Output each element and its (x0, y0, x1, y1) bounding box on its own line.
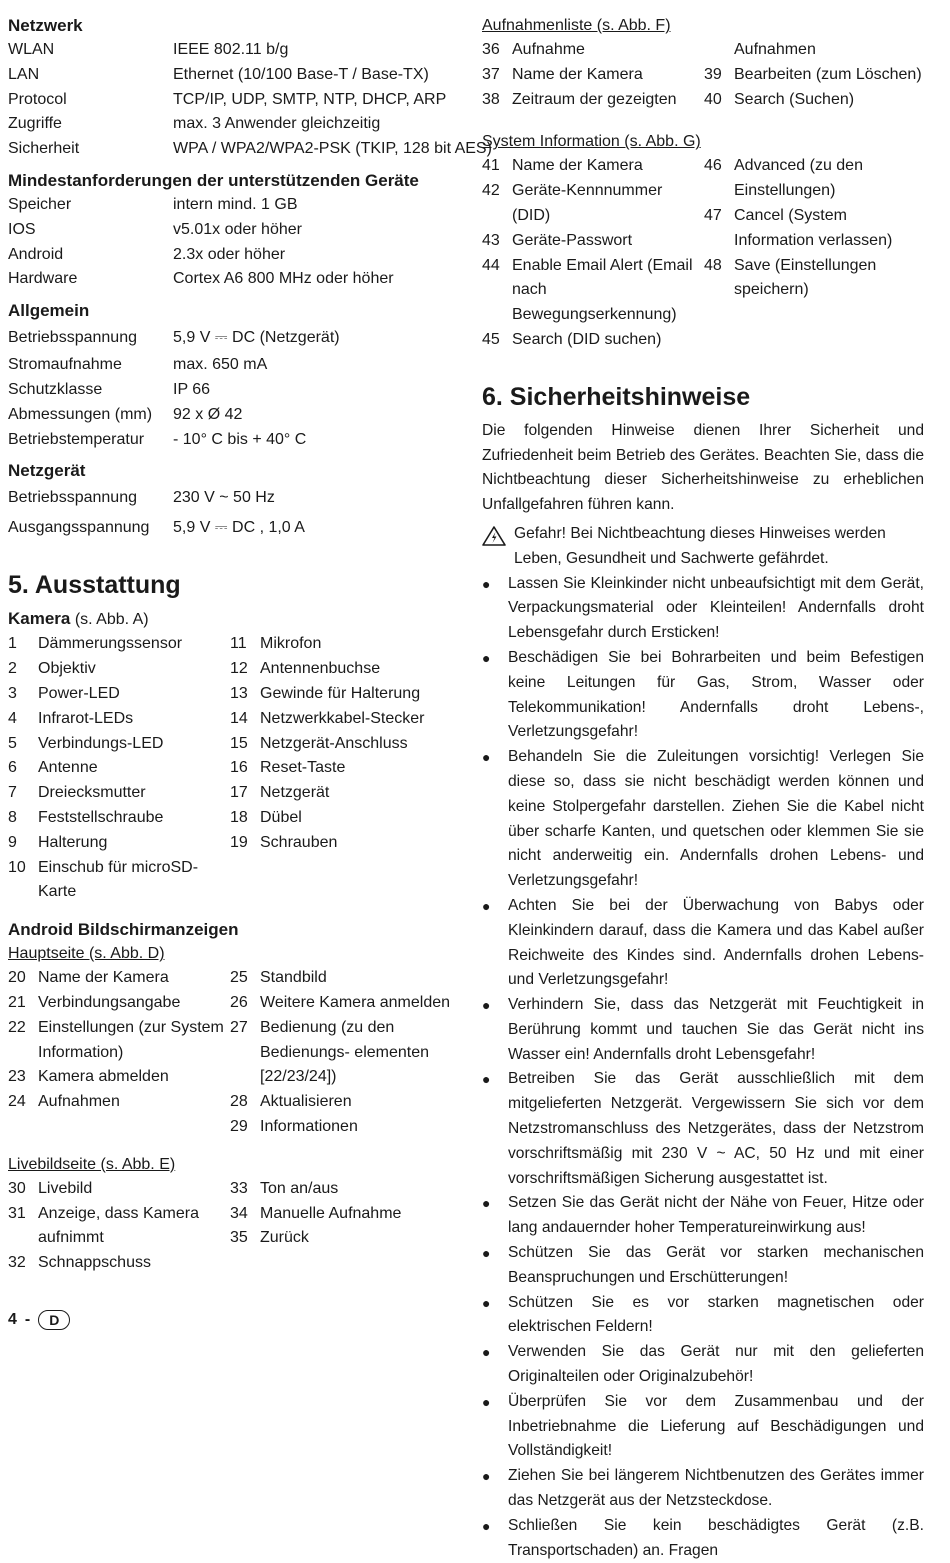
list-item (230, 1177, 458, 1202)
item-text: Netzwerkkabel-Stecker (260, 709, 425, 727)
sys-items-left (482, 154, 704, 352)
android-heading: Android Bildschirmanzeigen (8, 920, 239, 940)
list-item (230, 781, 458, 806)
item-number: 45 (482, 330, 500, 348)
item-text: Verbindungsangabe (38, 993, 181, 1011)
bullet-icon: ● (482, 1245, 491, 1262)
item-text: Aufnahmen (734, 41, 816, 58)
bullet-icon: ● (482, 1517, 491, 1534)
bullet-icon: ● (482, 1071, 491, 1088)
item-text: Power-LED (38, 684, 120, 702)
item-text: Gewinde für Halterung (260, 684, 421, 702)
spec-row (8, 353, 458, 378)
spec-value: 2.3x oder höher (173, 245, 286, 263)
list-item (704, 38, 924, 63)
safety-text: Setzen Sie das Gerät nicht der Nähe von Feuer, Hitze oder lang andauernder hoher Temperatureinwirkung aus! (508, 1194, 924, 1237)
list-item (230, 707, 458, 732)
spec-value: max. 650 mA (173, 356, 268, 374)
list-item (230, 1202, 458, 1227)
list-item (230, 1016, 458, 1090)
spec-row (8, 483, 458, 513)
haupt-items (8, 966, 458, 1140)
list-item (482, 328, 704, 353)
item-number: 36 (482, 41, 500, 58)
list-item (482, 88, 704, 113)
spec-key: Hardware (8, 270, 78, 288)
list-item (230, 657, 458, 682)
safety-list (482, 572, 924, 1563)
list-item (8, 1251, 230, 1276)
item-number: 46 (704, 157, 722, 175)
list-item (8, 1202, 230, 1252)
spec-heading-netzwerk: Netzwerk (8, 16, 83, 35)
list-item (482, 63, 704, 88)
item-text: Search (Suchen) (734, 90, 855, 108)
kamera-heading (8, 607, 458, 632)
spec-value: 5,9 V ⎓ DC (Netzgerät) (173, 329, 340, 347)
spec-value: Cortex A6 800 MHz oder höher (173, 270, 394, 288)
bullet-icon: ● (482, 575, 491, 592)
item-number: 35 (230, 1229, 248, 1247)
item-number: 37 (482, 65, 500, 83)
section-title-ausstattung: 5. Ausstattung (8, 571, 181, 600)
spec-heading-netzgeraet: Netzgerät (8, 461, 86, 481)
item-text: Schnappschuss (38, 1254, 151, 1272)
spec-key: Sicherheit (8, 140, 80, 158)
item-text: Aktualisieren (260, 1093, 352, 1111)
safety-text: Beschädigen Sie bei Bohrarbeiten und beim Befestigen keine Leitungen für Gas, Strom, Wasser oder Telekommunikation! Andernfalls droht Lebens-, Verletzungsgefahr! (508, 648, 924, 741)
spec-row (8, 403, 458, 428)
item-text: Reset-Taste (260, 759, 346, 777)
list-item (704, 154, 924, 204)
item-text: Name der Kamera (512, 65, 643, 83)
spec-row (8, 63, 458, 88)
safety-item (482, 572, 924, 646)
section-title-sicherheit: 6. Sicherheitshinweise (482, 382, 751, 411)
item-text: Aufnahmen (38, 1093, 120, 1111)
list-item (8, 657, 230, 682)
sicherheit-intro: Die folgenden Hinweise dienen Ihrer Sicherheit und Zufriedenheit beim Betrieb des Gerätes. Beachten Sie, dass die Nichtbeachtung dieser Sicherheitshinweise zu erheblichen Unfallgefahren führen kann. (482, 421, 924, 514)
bullet-icon: ● (482, 897, 491, 914)
list-item (8, 632, 230, 657)
live-items-left (8, 1177, 230, 1276)
item-text: Livebild (38, 1179, 93, 1197)
spec-heading-allgemein: Allgemein (8, 301, 90, 321)
item-number: 28 (230, 1093, 248, 1111)
kamera-parts (8, 632, 458, 905)
spec-value: TCP/IP, UDP, SMTP, NTP, DHCP, ARP (173, 90, 447, 108)
spec-row (8, 218, 458, 243)
list-item (8, 856, 230, 906)
item-text: Save (Einstellungen speichern) (734, 256, 877, 299)
item-text: Netzgerät-Anschluss (260, 734, 408, 752)
item-number: 10 (8, 858, 26, 876)
sys-items (482, 154, 924, 352)
list-item (8, 991, 230, 1016)
safety-text: Ziehen Sie bei längerem Nichtbenutzen des Gerätes immer das Netzgerät aus der Netzsteckdose. (508, 1467, 924, 1510)
list-item (8, 781, 230, 806)
live-items-right (230, 1177, 458, 1276)
safety-text: Achten Sie bei der Überwachung von Babys oder Kleinkindern darauf, dass die Kamera und das Kabel außer Reichweite des Kindes sind. Andernfalls drohen Lebens- und Verletzungsgefahr! (508, 896, 924, 989)
spec-key: Zugriffe (8, 115, 62, 133)
spec-row (8, 323, 458, 353)
spec-row (8, 137, 492, 162)
item-number: 33 (230, 1179, 248, 1197)
item-number: 40 (704, 90, 722, 108)
item-number: 1 (8, 635, 17, 653)
item-number: 29 (230, 1117, 248, 1135)
spec-value: 5,9 V ⎓ DC , 1,0 A (173, 519, 305, 537)
list-item (230, 991, 458, 1016)
list-item (230, 806, 458, 831)
spec-key: WLAN (8, 41, 55, 58)
list-item (230, 756, 458, 781)
list-item (230, 1115, 458, 1140)
item-number: 19 (230, 833, 248, 851)
item-number: 8 (8, 808, 17, 826)
item-text: Dübel (260, 808, 302, 826)
item-text: Cancel (System Information verlassen) (734, 206, 893, 249)
list-item (230, 632, 458, 657)
safety-item (482, 1464, 924, 1514)
spec-table-allgemein (8, 323, 458, 452)
spec-key: Android (8, 245, 64, 263)
item-text: Objektiv (38, 660, 96, 678)
list-item (8, 707, 230, 732)
page-separator: - (24, 1311, 31, 1328)
item-number: 4 (8, 709, 17, 727)
spec-value: v5.01x oder höher (173, 220, 302, 238)
spec-row (8, 428, 458, 453)
sys-heading: System Information (s. Abb. G) (482, 133, 701, 151)
safety-item (482, 894, 924, 993)
item-number: 27 (230, 1018, 248, 1036)
list-item (8, 732, 230, 757)
item-number: 2 (8, 660, 17, 678)
item-number: 38 (482, 90, 500, 108)
item-text: Name der Kamera (38, 969, 169, 987)
list-item (482, 38, 704, 63)
item-number: 42 (482, 182, 500, 200)
list-item (482, 154, 704, 179)
item-text: Ton an/aus (260, 1179, 339, 1197)
aufn-heading: Aufnahmenliste (s. Abb. F) (482, 17, 671, 34)
spec-value: IP 66 (173, 380, 211, 398)
spec-row (8, 267, 458, 292)
page-footer (8, 1310, 70, 1330)
item-number (704, 38, 734, 63)
spec-key: Betriebstemperatur (8, 430, 145, 448)
item-text: Verbindungs-LED (38, 734, 164, 752)
item-text: Halterung (38, 833, 108, 851)
safety-item (482, 745, 924, 894)
warning-text: Gefahr! Bei Nichtbeachtung dieses Hinweises werden Leben, Gesundheit und Sachwerte gefährdet. (514, 524, 886, 567)
bullet-icon: ● (482, 1393, 491, 1410)
item-number: 25 (230, 969, 248, 987)
item-number: 6 (8, 759, 17, 777)
spec-row (8, 38, 458, 63)
spec-table-mindest (8, 193, 458, 292)
haupt-items-left (8, 966, 230, 1140)
kamera-parts-right (230, 632, 458, 905)
list-item (8, 806, 230, 831)
haupt-heading: Hauptseite (s. Abb. D) (8, 945, 165, 963)
aufn-items-right (704, 38, 924, 112)
item-text: Antennenbuchse (260, 660, 381, 678)
item-number: 21 (8, 993, 26, 1011)
safety-text: Lassen Sie Kleinkinder nicht unbeaufsichtigt mit dem Gerät, Verpackungsmaterial oder Kleinteilen! Andernfalls droht Lebensgefahr durch Ersticken! (508, 574, 924, 642)
item-text: Advanced (zu den Einstellungen) (734, 157, 863, 200)
item-number: 7 (8, 784, 17, 802)
item-text: Feststellschraube (38, 808, 164, 826)
item-text: Search (DID suchen) (512, 330, 662, 348)
item-number: 14 (230, 709, 248, 727)
spec-heading-mindest: Mindestanforderungen der unterstützenden Geräte (8, 170, 419, 190)
spec-table-netzgeraet (8, 483, 458, 543)
safety-text: Schützen Sie es vor starken magnetischen oder elektrischen Feldern! (508, 1293, 924, 1336)
safety-item (482, 646, 924, 745)
item-number: 34 (230, 1204, 248, 1222)
sys-items-right (704, 154, 924, 352)
item-text: Zurück (260, 1229, 309, 1247)
bullet-icon: ● (482, 1294, 491, 1311)
item-text: Manuelle Aufnahme (260, 1204, 402, 1222)
spec-key: Protocol (8, 90, 67, 108)
spec-value: intern mind. 1 GB (173, 195, 298, 213)
item-number: 44 (482, 256, 500, 274)
list-item (704, 204, 924, 254)
safety-item (482, 993, 924, 1067)
list-item (8, 682, 230, 707)
spec-key: Stromaufnahme (8, 356, 122, 374)
spec-value: - 10° C bis + 40° C (173, 430, 307, 448)
spec-row (8, 513, 458, 543)
list-item (230, 831, 458, 856)
safety-item (482, 1241, 924, 1291)
spec-key: IOS (8, 220, 36, 238)
list-item (704, 63, 924, 88)
list-item (482, 229, 704, 254)
item-number: 11 (230, 635, 247, 653)
item-number: 20 (8, 969, 26, 987)
right-column (482, 14, 924, 1563)
item-text: Dreiecksmutter (38, 784, 146, 802)
safety-text: Verhindern Sie, dass das Netzgerät mit Feuchtigkeit in Berührung kommt und tauchen Sie das Gerät nicht ins Wasser ein! Andernfalls droht Lebensgefahr! (508, 996, 924, 1063)
item-number: 24 (8, 1093, 26, 1111)
item-text: Bedienung (zu den Bedienungs- elementen [22/23/24]) (260, 1018, 430, 1086)
item-text: Enable Email Alert (Email nach Bewegungserkennung) (512, 256, 693, 324)
list-item (230, 732, 458, 757)
item-number: 9 (8, 833, 17, 851)
item-text: Geräte-Passwort (512, 231, 633, 249)
safety-text: Schließen Sie kein beschädigtes Gerät (z.B. Transportschaden) an. Fragen (508, 1516, 924, 1559)
item-number: 17 (230, 784, 248, 802)
spec-value: Ethernet (10/100 Base-T / Base-TX) (173, 65, 429, 83)
spec-value: max. 3 Anwender gleichzeitig (173, 115, 381, 133)
item-number: 18 (230, 808, 248, 826)
live-items (8, 1177, 458, 1276)
item-number: 15 (230, 734, 248, 752)
kamera-title: Kamera (8, 609, 71, 629)
item-text: Anzeige, dass Kamera aufnimmt (38, 1204, 199, 1247)
spec-value: WPA / WPA2/WPA2-PSK (TKIP, 128 bit AES) (173, 140, 492, 158)
spec-key: Betriebsspannung (8, 489, 137, 507)
spec-key: Betriebsspannung (8, 329, 137, 347)
item-number: 13 (230, 684, 248, 702)
item-text: Weitere Kamera anmelden (260, 993, 451, 1011)
aufn-items-left (482, 38, 704, 112)
spec-row (8, 193, 458, 218)
bullet-icon: ● (482, 649, 491, 666)
safety-item (482, 1390, 924, 1464)
list-item (8, 756, 230, 781)
item-text: Antenne (38, 759, 98, 777)
safety-item (482, 1067, 924, 1191)
list-item (8, 1065, 230, 1090)
spec-key: Ausgangsspannung (8, 519, 150, 537)
item-number: 32 (8, 1254, 26, 1272)
spec-row (8, 378, 458, 403)
item-text: Standbild (260, 969, 327, 987)
aufn-items (482, 38, 924, 112)
safety-text: Verwenden Sie das Gerät nur mit den gelieferten Originalteilen oder Originalzubehör! (508, 1343, 924, 1386)
safety-text: Schützen Sie das Gerät vor starken mechanischen Beanspruchungen und Erschütterungen! (508, 1244, 924, 1286)
item-text: Zeitraum der gezeigten (512, 90, 677, 108)
bullet-icon: ● (482, 1468, 491, 1485)
kamera-parts-left (8, 632, 230, 905)
bullet-icon: ● (482, 1195, 491, 1212)
safety-text: Behandeln Sie die Zuleitungen vorsichtig! Verlegen Sie diese so, dass sie nicht beschädigt werden können und keine Stolpergefahr darstellen. Ziehen Sie die Kabel nicht über scharfe Kanten, und quetschen oder klemmen Sie sie nicht anderweitig ein. Andernfalls drohen Lebens- und Verletzungsgefahr! (508, 748, 924, 890)
list-item (230, 682, 458, 707)
item-text: Mikrofon (260, 635, 322, 653)
spec-key: Abmessungen (mm) (8, 405, 153, 423)
spec-key: Schutzklasse (8, 380, 103, 398)
safety-text: Betreiben Sie das Gerät ausschließlich mit dem mitgelieferten Netzgerät. Vergewissern Sie sich vor dem Netzstromanschluss des Netzgerätes, dass der Netzstrom vorschriftsmäßig mit 230 V ~ AC, 50 Hz und mit einer vorschriftsmäßigen Sicherung ausgestattet ist. (508, 1070, 924, 1187)
spec-row (8, 243, 458, 268)
list-item (704, 254, 924, 304)
list-item (8, 1016, 230, 1066)
list-item (8, 966, 230, 991)
item-text: Aufnahme (512, 41, 585, 58)
list-item (230, 1226, 458, 1251)
language-badge: D (38, 1310, 70, 1330)
safety-text: Überprüfen Sie vor dem Zusammenbau und der Inbetriebnahme die Lieferung auf Beschädigungen und Vollständigkeit! (508, 1392, 924, 1460)
list-item (704, 88, 924, 113)
item-number: 26 (230, 993, 248, 1011)
list-item (230, 966, 458, 991)
list-item (230, 1090, 458, 1115)
item-number: 5 (8, 734, 17, 752)
bullet-icon: ● (482, 1344, 491, 1361)
item-text: Netzgerät (260, 784, 330, 802)
warning-triangle-icon (482, 522, 514, 572)
safety-item (482, 1291, 924, 1341)
item-number: 23 (8, 1068, 26, 1086)
safety-item (482, 1514, 924, 1563)
item-text: Infrarot-LEDs (38, 709, 134, 727)
item-number: 16 (230, 759, 248, 777)
list-item (482, 254, 704, 328)
item-number: 22 (8, 1018, 26, 1036)
safety-item (482, 1191, 924, 1241)
kamera-ref: (s. Abb. A) (70, 611, 149, 629)
spec-row (8, 112, 458, 137)
bullet-icon: ● (482, 749, 491, 766)
list-item (8, 1090, 230, 1115)
spec-key: Speicher (8, 195, 72, 213)
item-number: 47 (704, 206, 722, 224)
live-heading: Livebildseite (s. Abb. E) (8, 1155, 176, 1173)
page-number: 4 (8, 1311, 17, 1328)
list-item (482, 179, 704, 229)
list-item (8, 831, 230, 856)
spec-row (8, 88, 458, 113)
item-number: 31 (8, 1204, 26, 1222)
item-text: Name der Kamera (512, 157, 643, 175)
spec-value: 230 V ~ 50 Hz (173, 489, 275, 507)
spec-value: IEEE 802.11 b/g (173, 41, 289, 58)
item-number: 3 (8, 684, 17, 702)
haupt-items-right (230, 966, 458, 1140)
item-text: Schrauben (260, 833, 338, 851)
list-item (8, 1177, 230, 1202)
item-text: Geräte-Kennnummer (DID) (512, 182, 663, 224)
item-number: 39 (704, 65, 722, 83)
spec-value: 92 x Ø 42 (173, 405, 243, 423)
item-number: 41 (482, 157, 500, 175)
item-number: 30 (8, 1179, 26, 1197)
bullet-icon: ● (482, 997, 491, 1014)
item-text: Kamera abmelden (38, 1068, 169, 1086)
item-number: 48 (704, 256, 722, 274)
safety-item (482, 1340, 924, 1390)
item-text: Einschub für microSD-Karte (38, 858, 199, 901)
warning-note (482, 522, 924, 572)
item-text: Einstellungen (zur System Information) (38, 1018, 224, 1061)
item-number: 12 (230, 660, 248, 678)
item-text: Dämmerungssensor (38, 635, 183, 653)
item-text: Informationen (260, 1117, 358, 1135)
spec-key: LAN (8, 65, 40, 83)
item-number: 43 (482, 231, 500, 249)
item-text: Bearbeiten (zum Löschen) (734, 65, 922, 83)
